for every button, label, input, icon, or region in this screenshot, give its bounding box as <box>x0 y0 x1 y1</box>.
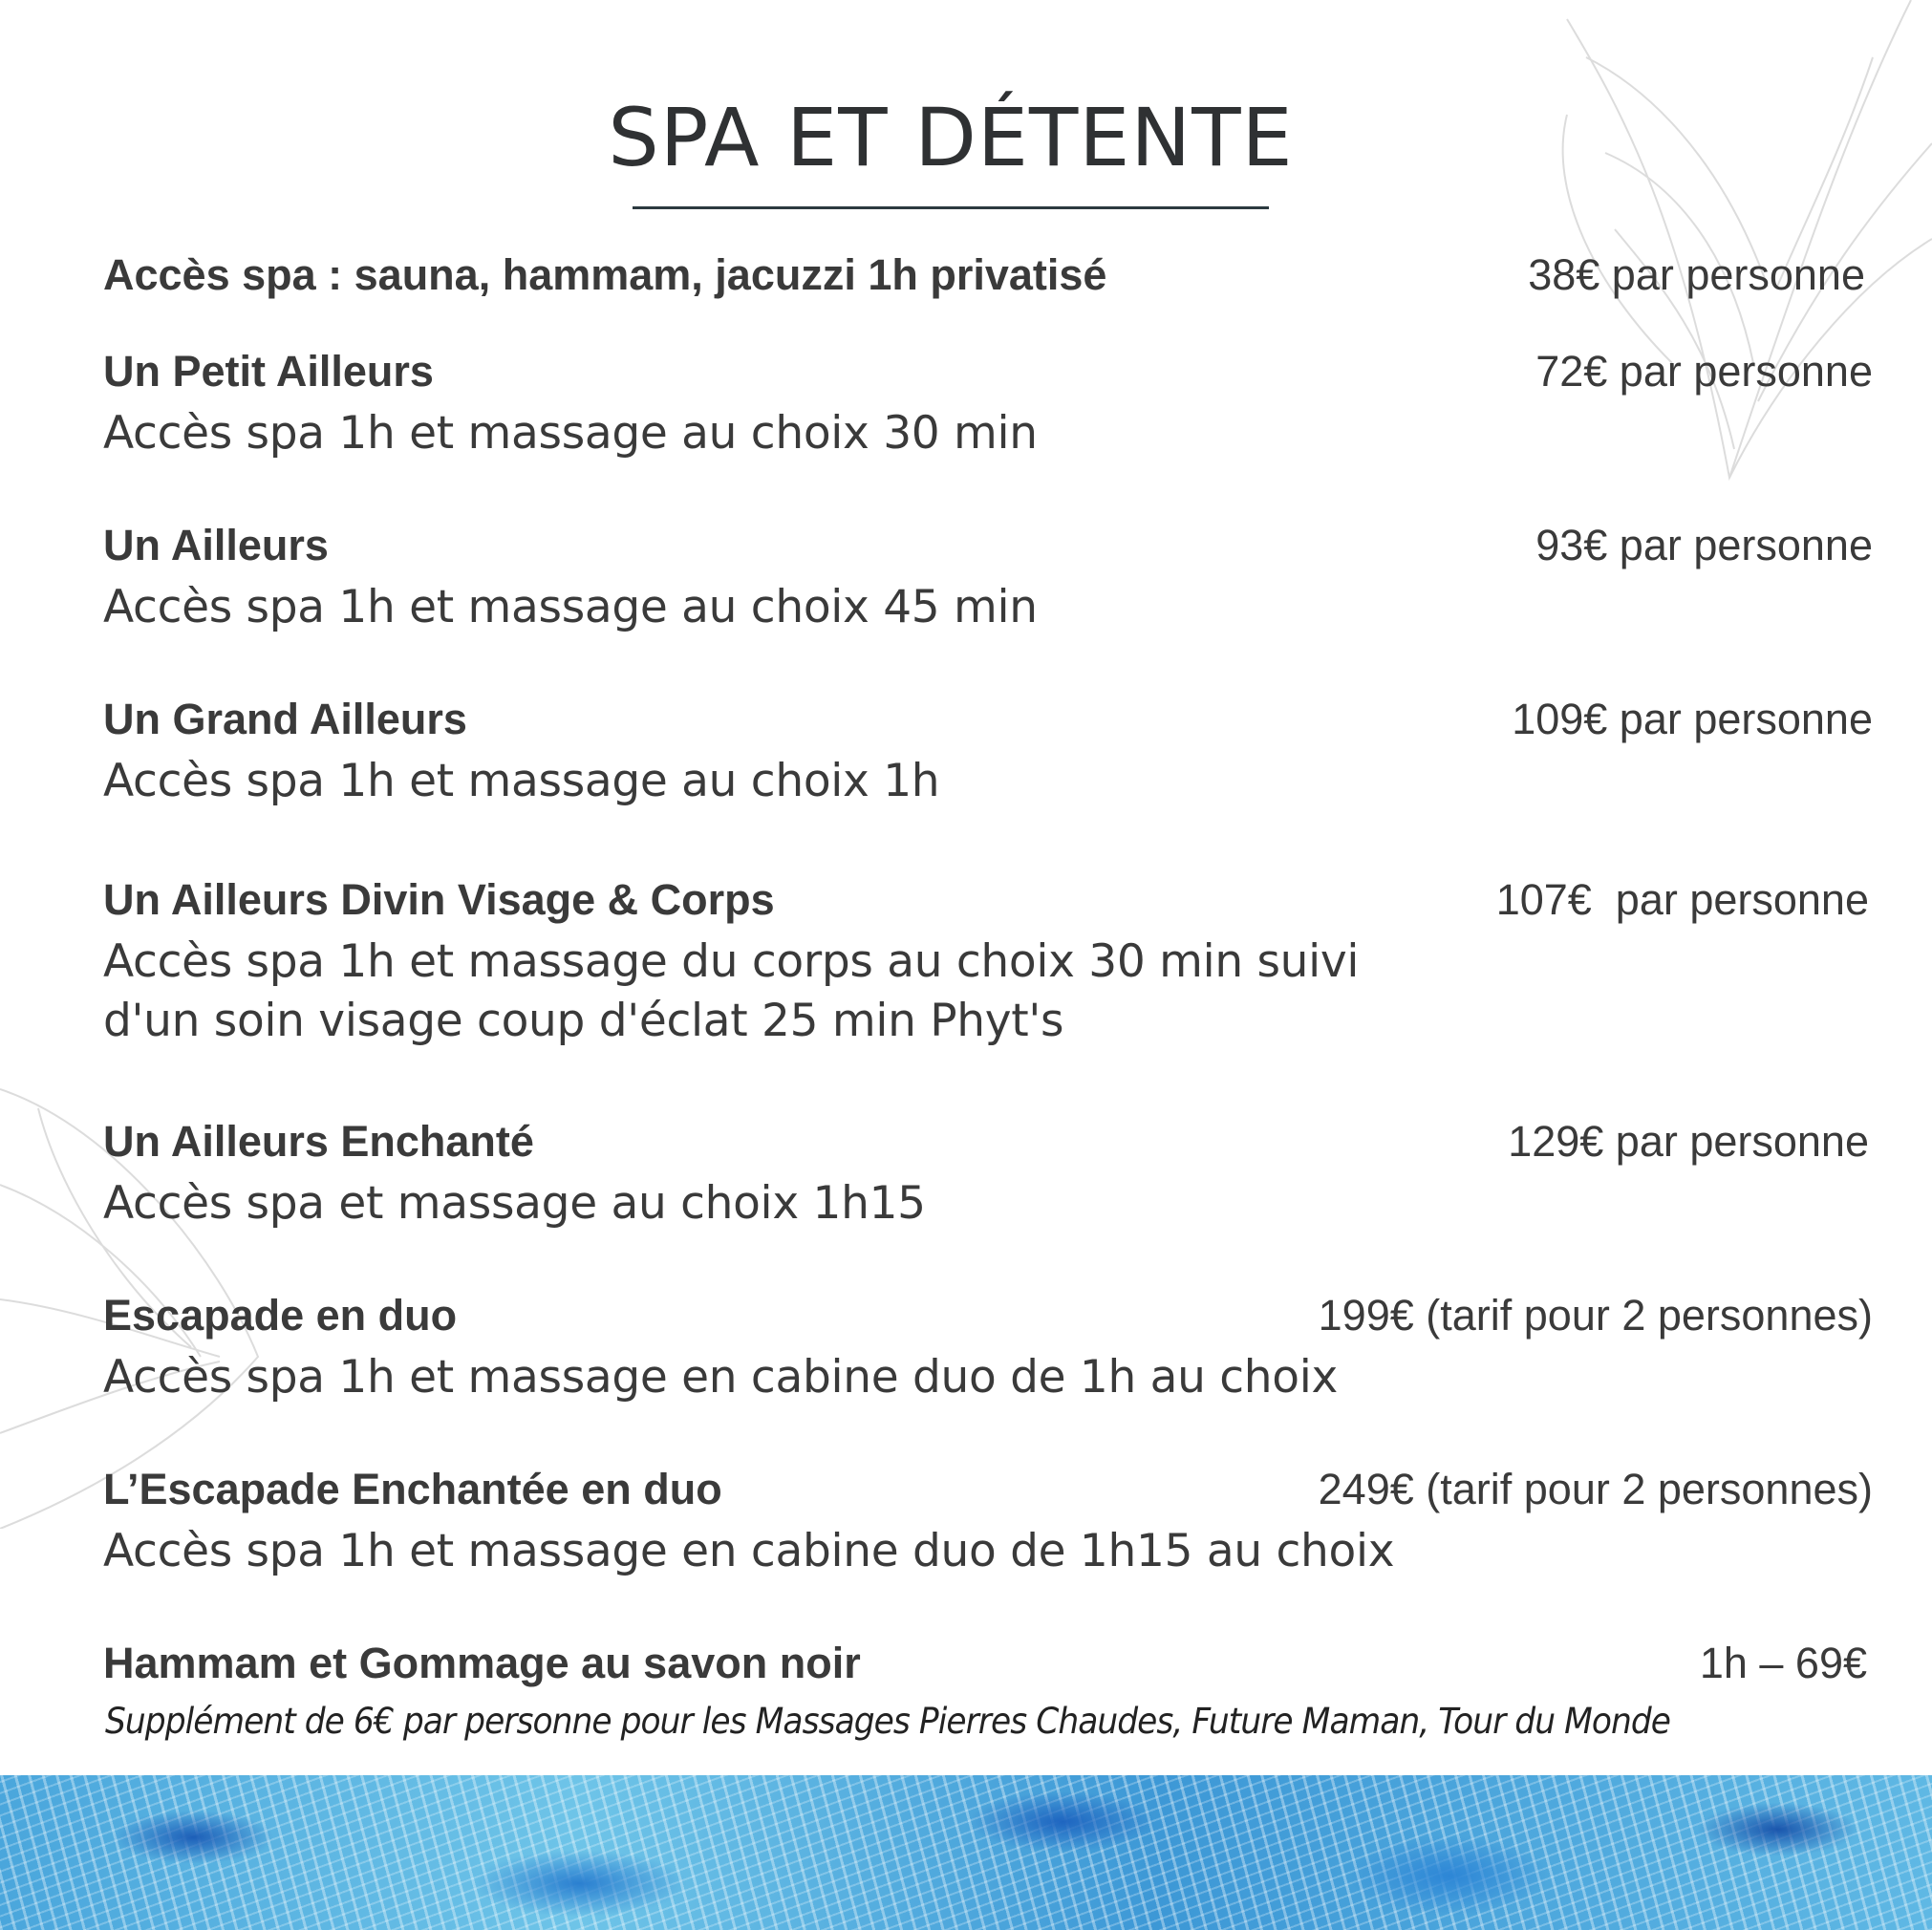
item-price: 93€ par personne <box>1535 521 1873 569</box>
page-title: SPA ET DÉTENTE <box>608 91 1294 184</box>
supplement-note: Supplément de 6€ par personne pour les Massages Pierres Chaudes, Future Maman, Tour du Monde <box>105 1701 1671 1742</box>
item-price: 129€ par personne <box>1508 1117 1869 1166</box>
item-price: 249€ (tarif pour 2 personnes) <box>1318 1465 1873 1513</box>
item-description: Accès spa 1h et massage du corps au choix 30 min suivi <box>103 935 1360 988</box>
title-underline <box>633 206 1269 209</box>
item-price: 1h – 69€ <box>1699 1639 1867 1687</box>
item-name: Un Ailleurs Divin Visage & Corps <box>103 875 775 924</box>
item-name: Un Ailleurs Enchanté <box>103 1117 534 1166</box>
item-price: 107€ par personne <box>1495 875 1869 924</box>
item-price: 199€ (tarif pour 2 personnes) <box>1318 1291 1873 1340</box>
water-texture-banner <box>0 1775 1932 1930</box>
item-name: Un Grand Ailleurs <box>103 695 467 743</box>
item-name: L’Escapade Enchantée en duo <box>103 1465 722 1513</box>
item-description-line-2: d'un soin visage coup d'éclat 25 min Phyt's <box>103 995 1064 1047</box>
item-name: Accès spa : sauna, hammam, jacuzzi 1h privatisé <box>103 250 1107 299</box>
leaf-illustration-top-right <box>1491 0 1932 497</box>
item-price: 38€ par personne <box>1528 250 1865 299</box>
item-price: 109€ par personne <box>1512 695 1873 743</box>
item-name: Hammam et Gommage au savon noir <box>103 1639 861 1687</box>
item-price: 72€ par personne <box>1535 347 1873 396</box>
item-description: Accès spa 1h et massage au choix 1h <box>103 755 940 807</box>
item-name: Un Ailleurs <box>103 521 329 569</box>
item-description: Accès spa et massage au choix 1h15 <box>103 1177 926 1230</box>
item-description: Accès spa 1h et massage en cabine duo de 1h15 au choix <box>103 1525 1395 1577</box>
item-description: Accès spa 1h et massage en cabine duo de 1h au choix <box>103 1351 1339 1404</box>
item-name: Escapade en duo <box>103 1291 458 1340</box>
item-description: Accès spa 1h et massage au choix 45 min <box>103 581 1038 633</box>
item-description: Accès spa 1h et massage au choix 30 min <box>103 407 1038 460</box>
item-name: Un Petit Ailleurs <box>103 347 434 396</box>
